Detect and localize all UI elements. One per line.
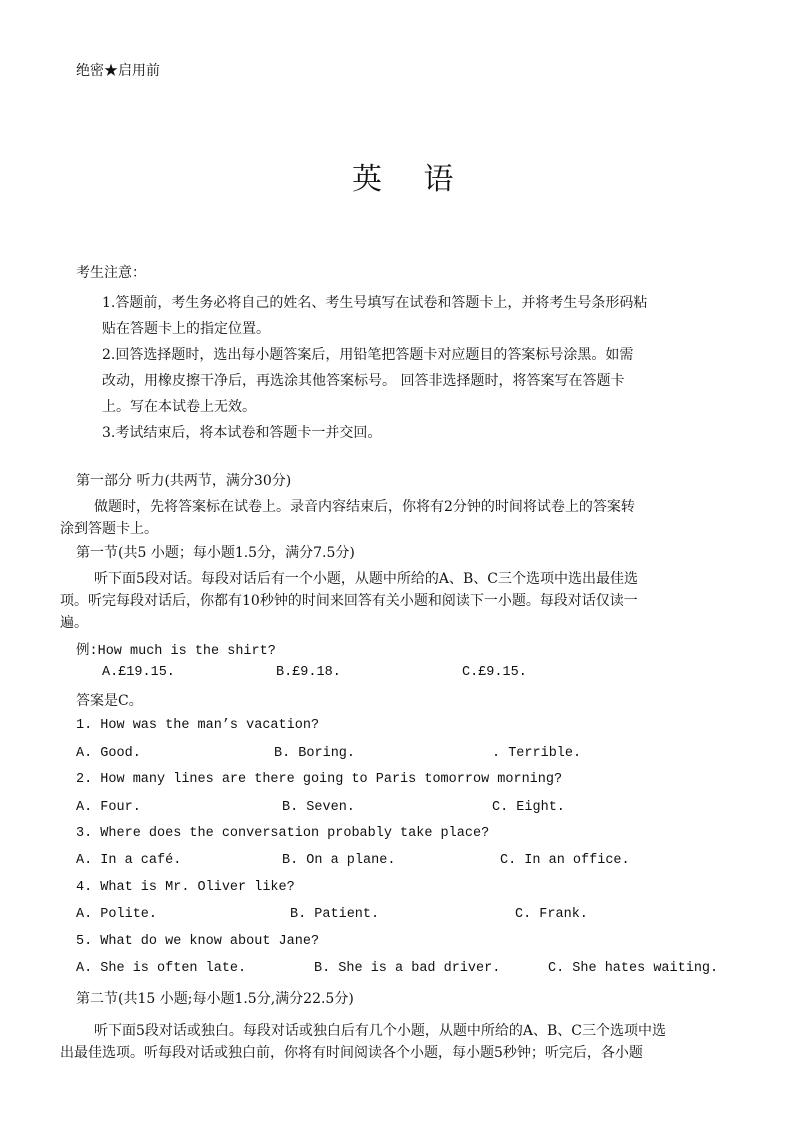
example-option-c: C.£9.15. [462, 665, 527, 680]
question-3-option-b: B. On a plane. [282, 853, 396, 868]
section2-intro-line: 出最佳选项。听每段对话或独白前，你将有时间阅读各个小题，每小题5秒钟；听完后，各小题 [60, 1045, 643, 1061]
part1-intro-line: 做题时，先将答案标在试卷上。录音内容结束后，你将有2分钟的时间将试卷上的答案转 [94, 499, 635, 515]
question-2: 2. How many lines are there going to Paris tomorrow morning? [76, 772, 563, 787]
question-4-option-c: C. Frank. [515, 907, 588, 922]
example-option-b: B.£9.18. [276, 665, 341, 680]
example-answer: 答案是C。 [76, 693, 143, 709]
notice-line: 改动，用橡皮擦干净后，再选涂其他答案标号。 回答非选择题时，将答案写在答题卡 [102, 373, 625, 389]
question-2-option-b: B. Seven. [282, 800, 355, 815]
question-3-option-a: A. In a café. [76, 853, 182, 868]
question-4-option-b: B. Patient. [290, 907, 380, 922]
section2-intro-line: 听下面5段对话或独白。每段对话或独白后有几个小题，从题中所给的A、B、C三个选项中选 [94, 1023, 667, 1039]
example-option-a: A.£19.15. [102, 665, 175, 680]
question-4-option-a: A. Polite. [76, 907, 158, 922]
question-5-option-a: A. She is often late. [76, 961, 247, 976]
question-3: 3. Where does the conversation probably take place? [76, 826, 490, 841]
section2-heading: 第二节(共15 小题;每小题1.5分,满分22.5分) [76, 991, 354, 1007]
question-5-option-c: C. She hates waiting. [548, 961, 719, 976]
question-1-option-c: . Terrible. [492, 746, 582, 761]
notice-heading: 考生注意： [76, 265, 146, 281]
example-question: 例:How much is the shirt? [76, 644, 276, 659]
confidential-label: 绝密★启用前 [76, 63, 160, 79]
section1-heading: 第一节(共5 小题；每小题1.5分，满分7.5分) [76, 545, 355, 561]
notice-line: 1.答题前，考生务必将自己的姓名、考生号填写在试卷和答题卡上，并将考生号条形码粘 [102, 295, 648, 311]
question-4: 4. What is Mr. Oliver like? [76, 880, 295, 895]
question-1-option-a: A. Good. [76, 746, 141, 761]
notice-line: 2.回答选择题时，选出每小题答案后，用铅笔把答题卡对应题目的答案标号涂黑。如需 [102, 347, 634, 363]
notice-line: 3.考试结束后，将本试卷和答题卡一并交回。 [102, 425, 382, 441]
section1-intro-line: 项。听完每段对话后，你都有10秒钟的时间来回答有关小题和阅读下一小题。每段对话仅读一 [60, 593, 638, 609]
question-5-option-b: B. She is a bad driver. [314, 961, 501, 976]
section1-intro-line: 遍。 [60, 615, 88, 631]
part1-intro-line: 涂到答题卡上。 [60, 521, 158, 537]
question-2-option-a: A. Four. [76, 800, 141, 815]
question-2-option-c: C. Eight. [492, 800, 565, 815]
question-1: 1. How was the man’s vacation? [76, 718, 320, 733]
notice-line: 上。写在本试卷上无效。 [102, 399, 256, 415]
exam-title: 英 语 [352, 162, 470, 197]
section1-intro-line: 听下面5段对话。每段对话后有一个小题，从题中所给的A、B、C三个选项中选出最佳选 [94, 571, 639, 587]
part1-heading: 第一部分 听力(共两节，满分30分) [76, 473, 292, 489]
question-3-option-c: C. In an office. [500, 853, 630, 868]
question-1-option-b: B. Boring. [274, 746, 356, 761]
question-5: 5. What do we know about Jane? [76, 934, 320, 949]
notice-line: 贴在答题卡上的指定位置。 [102, 321, 270, 337]
